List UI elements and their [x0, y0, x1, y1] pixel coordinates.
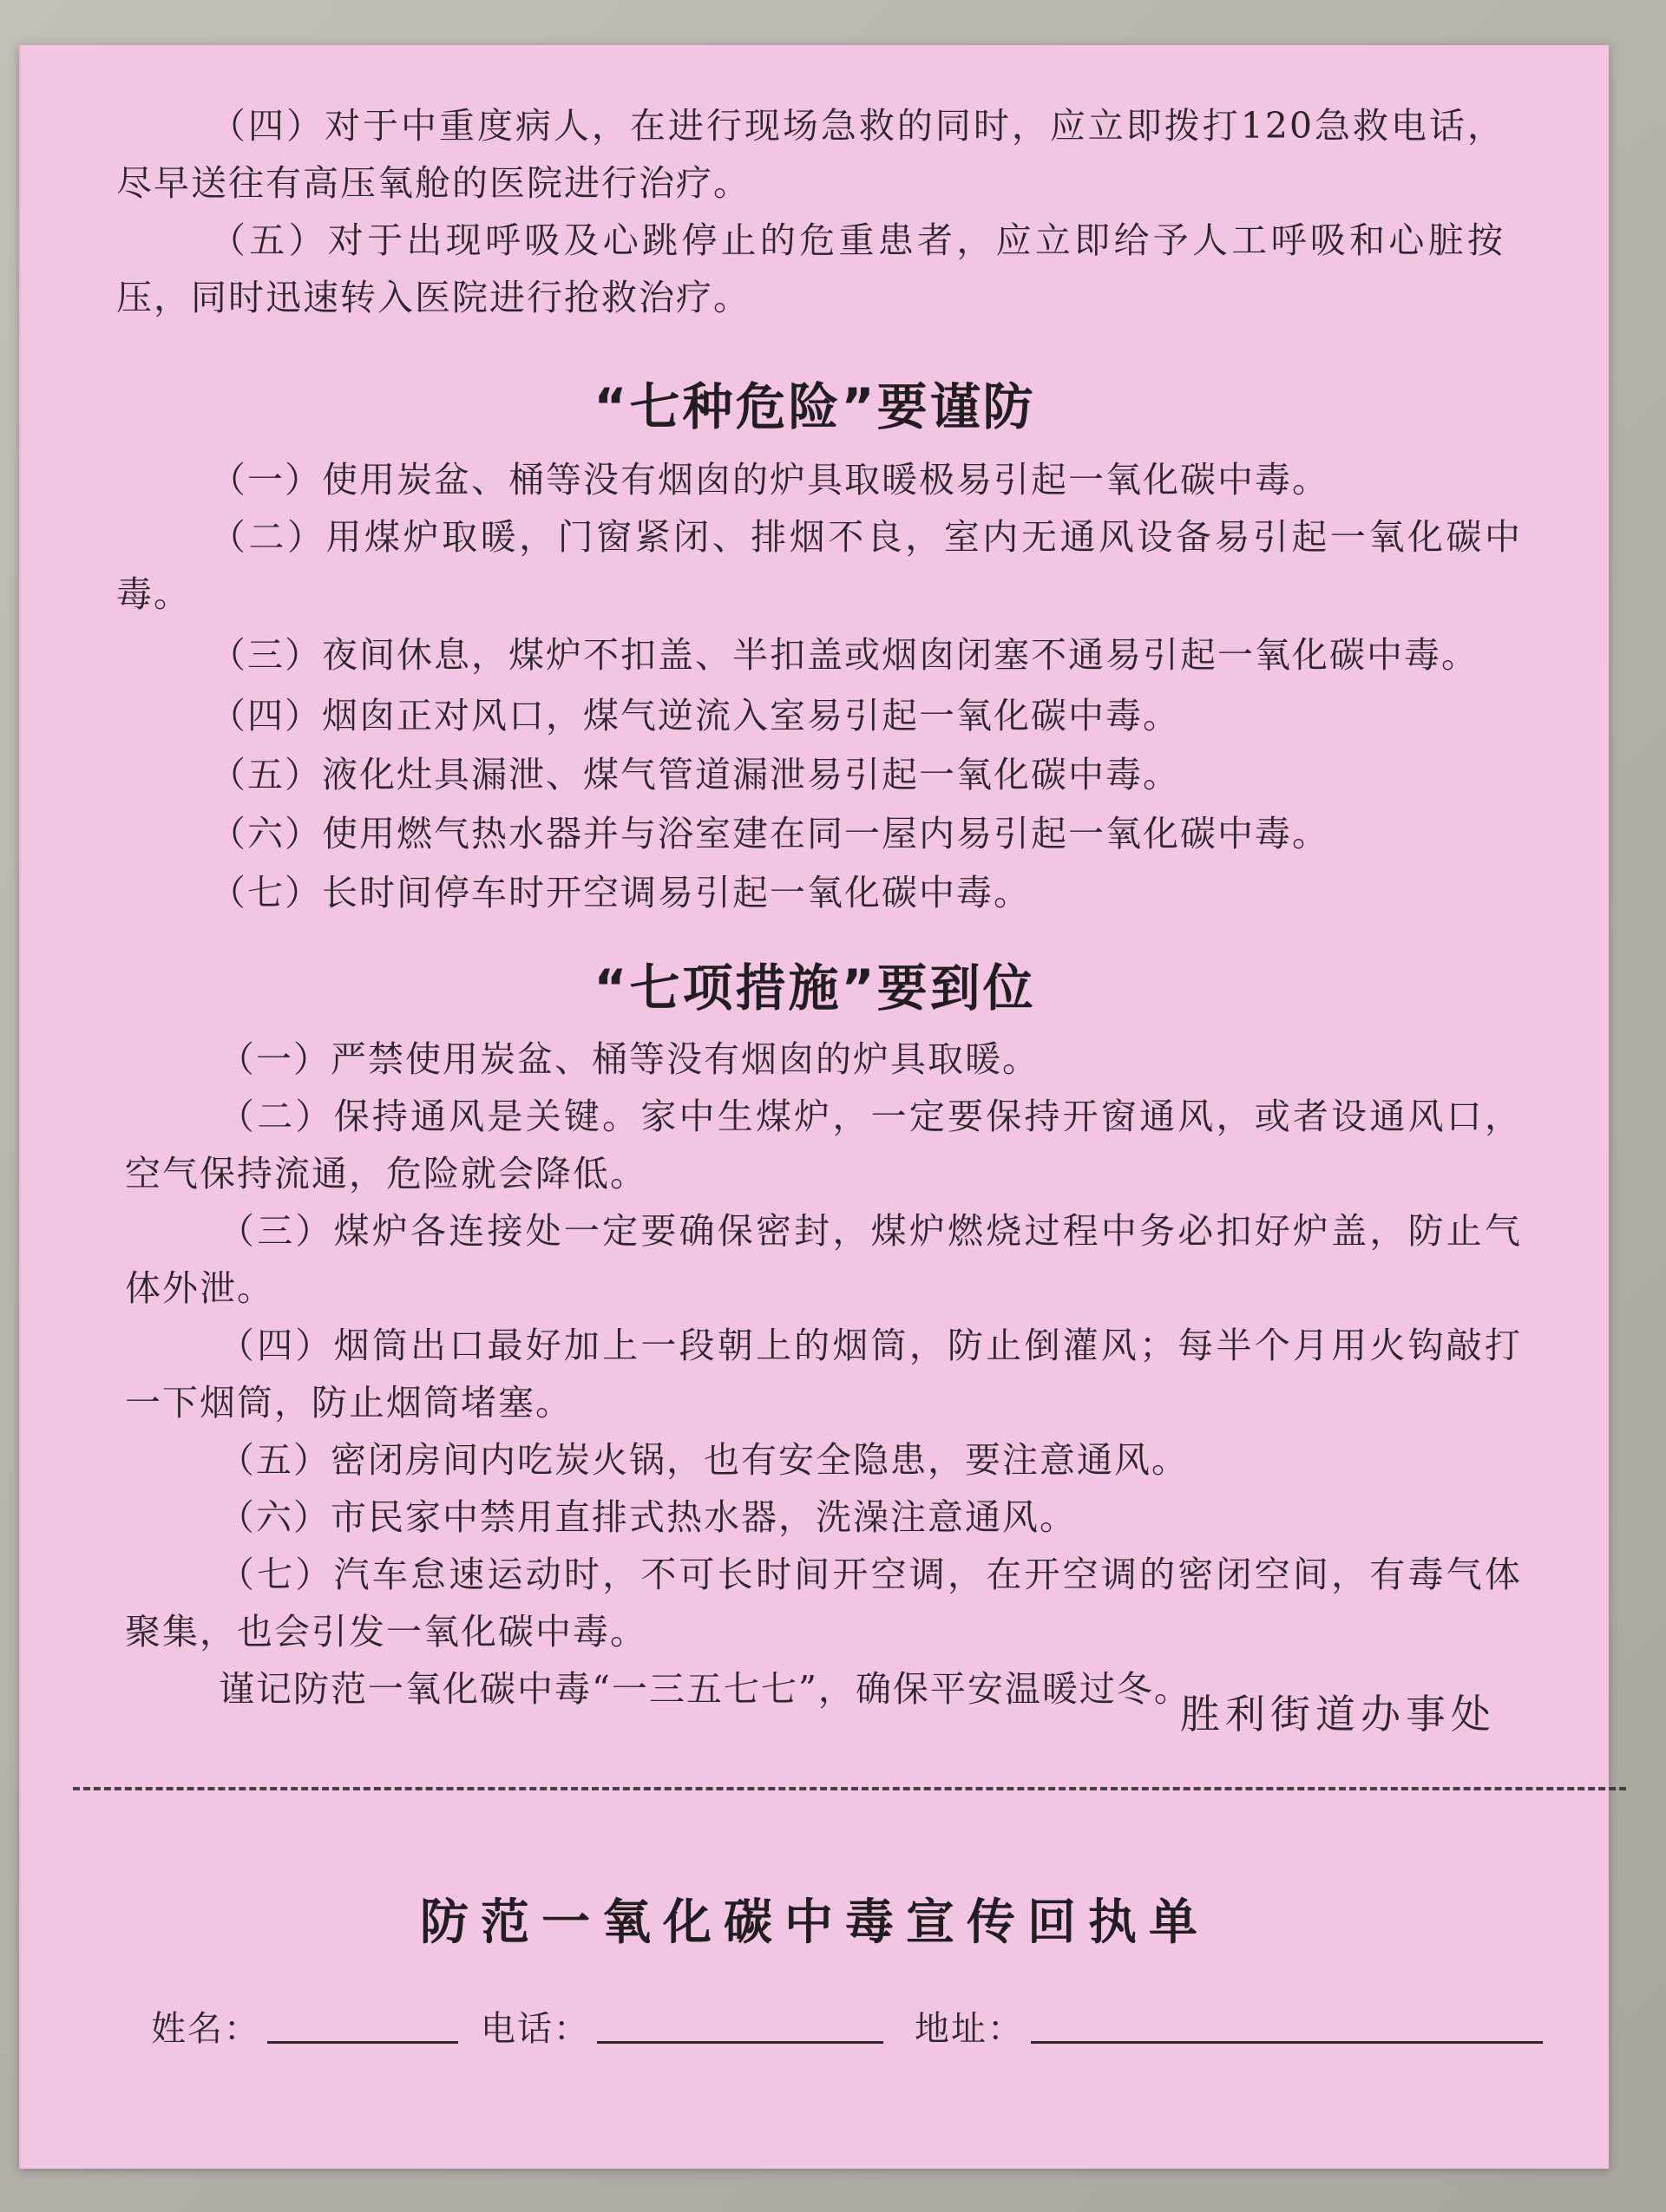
phone-field-blank[interactable]: [597, 2041, 883, 2044]
tear-off-dashed-line: [73, 1787, 1626, 1790]
measure-item-5: （五）密闭房间内吃炭火锅，也有安全隐患，要注意通风。: [219, 1439, 1189, 1481]
danger-item-2: （二）用煤炉取暖，门窗紧闭、排烟不良，室内无通风设备易引起一氧化碳中毒。: [116, 516, 1522, 615]
section-heading-seven-dangers: “七种危险”要谨防: [594, 377, 1036, 436]
closing-reminder: 谨记防范一氧化碳中毒“一三五七七”，确保平安温暖过冬。: [219, 1668, 1191, 1710]
name-field-label: 姓名：: [151, 2009, 260, 2049]
phone-field[interactable]: [481, 2001, 883, 2051]
intro-paragraph-5: （五）对于出现呼吸及心跳停止的危重患者，应立即给予人工呼吸和心脏按压，同时迅速转入医院进行抢救治疗。: [116, 219, 1505, 318]
measure-item-1: （一）严禁使用炭盆、桶等没有烟囱的炉具取暖。: [219, 1038, 1040, 1080]
danger-item-5: （五）液化灶具漏泄、煤气管道漏泄易引起一氧化碳中毒。: [210, 754, 1180, 795]
receipt-title: 防范一氧化碳中毒宣传回执单: [420, 1895, 1210, 1951]
danger-item-4: （四）烟囱正对风口，煤气逆流入室易引起一氧化碳中毒。: [210, 695, 1180, 736]
danger-item-1: （一）使用炭盆、桶等没有烟囱的炉具取暖极易引起一氧化碳中毒。: [210, 459, 1329, 501]
measure-item-6: （六）市民家中禁用直排式热水器，洗澡注意通风。: [219, 1496, 1077, 1538]
name-field-blank[interactable]: [267, 2041, 458, 2044]
phone-field-label: 电话：: [481, 2009, 590, 2049]
issuer-signature: 胜利街道办事处: [1180, 1691, 1496, 1738]
address-field-label: 地址：: [915, 2009, 1024, 2049]
address-field[interactable]: [915, 2001, 1543, 2051]
section-heading-seven-measures: “七项措施”要到位: [594, 959, 1036, 1018]
name-field[interactable]: [151, 2001, 458, 2051]
danger-item-3: （三）夜间休息，煤炉不扣盖、半扣盖或烟囱闭塞不通易引起一氧化碳中毒。: [210, 634, 1479, 676]
danger-item-6: （六）使用燃气热水器并与浴室建在同一屋内易引起一氧化碳中毒。: [210, 813, 1329, 854]
address-field-blank[interactable]: [1031, 2041, 1543, 2044]
danger-item-7: （七）长时间停车时开空调易引起一氧化碳中毒。: [210, 872, 1031, 913]
measure-item-3: （三）煤炉各连接处一定要确保密封，煤炉燃烧过程中务必扣好炉盖，防止气体外泄。: [125, 1210, 1522, 1309]
intro-paragraph-4: （四）对于中重度病人，在进行现场急救的同时，应立即拨打120急救电话，尽早送往有高压氧舱的医院进行治疗。: [116, 105, 1505, 204]
measure-item-4: （四）烟筒出口最好加上一段朝上的烟筒，防止倒灌风；每半个月用火钩敲打一下烟筒，防止烟筒堵塞。: [125, 1325, 1522, 1423]
measure-item-2: （二）保持通风是关键。家中生煤炉，一定要保持开窗通风，或者设通风口，空气保持流通，危险就会降低。: [125, 1096, 1522, 1194]
measure-item-7: （七）汽车怠速运动时，不可长时间开空调，在开空调的密闭空间，有毒气体聚集，也会引发一氧化碳中毒。: [125, 1554, 1522, 1652]
flyer-sheet: [19, 45, 1609, 2169]
